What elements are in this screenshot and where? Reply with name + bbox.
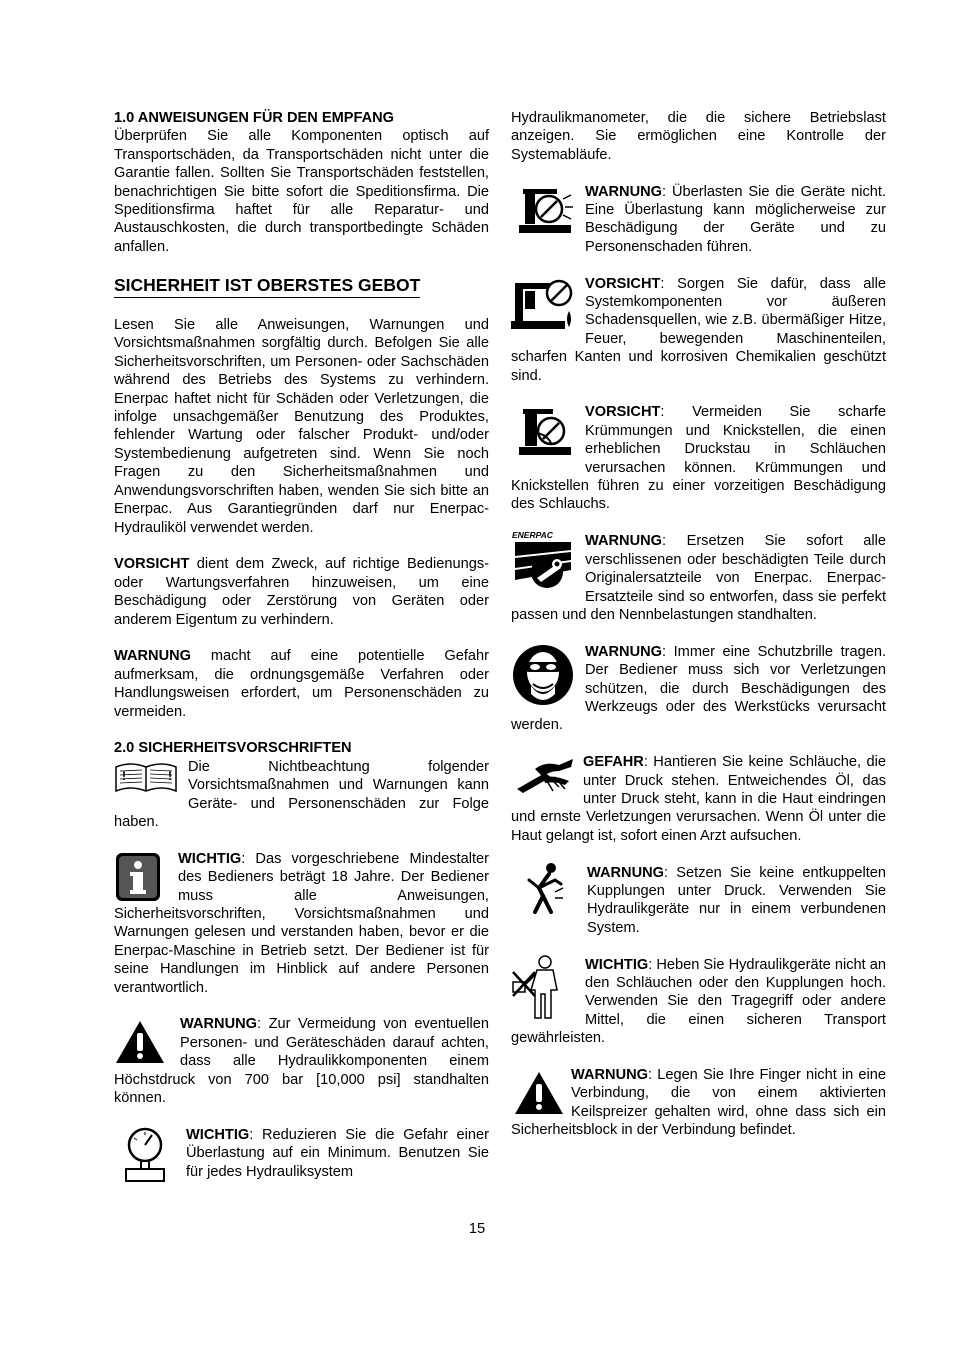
left-column <box>114 109 489 1185</box>
note-vorsicht-kinks-label: VORSICHT <box>585 404 661 421</box>
manual-book-icon <box>114 759 178 795</box>
heat-fire-icon <box>511 277 575 331</box>
page-number: 15 <box>468 1221 486 1237</box>
warnung-text: macht auf eine potentielle Gefahr aufmerksam, die ordnungsgemäße Verfahren oder Handlungsweisen erfordert, um Personenschäden zu vermeiden. <box>114 648 489 720</box>
note-wichtig-age-text: : Das vorgeschriebene Mindestalter des Bedieners beträgt 18 Jahre. Der Bediener muss alle Anweisungen, Sicherheitsvorschriften, Vorsichtsmaßnahmen und Warnungen gelesen und verstanden haben, bevor er die Enerpac-Maschine in Betrieb setzt. Der Bediener ist für seine Handlungen im Hinblick auf andere Personen verantwortlich. <box>114 850 489 996</box>
vorsicht-label: VORSICHT <box>114 556 190 573</box>
note-warnung-fingers <box>511 1066 886 1140</box>
note-warnung-fingers-text: : Legen Sie Ihre Finger nicht in eine Verbindung, die von einem aktivierten Keilspreizer gehalten wird, ohne dass sich ein Sicherheitsblock in der Verbindung befindet. <box>511 1066 886 1139</box>
gauge-continuation-text: Hydraulikmanometer, die die sichere Betriebslast anzeigen. Sie ermöglichen eine Kontrolle der Systemabläufe. <box>511 110 886 163</box>
note-vorsicht-kinks-text: : Vermeiden Sie scharfe Krümmungen und Knickstellen, die einen erheblichen Druckstau in Schläuchen verursachen können. Krümmungen und Knickstellen führen zu einer vorzeitigen Beschädigung des Schlauchs. <box>511 404 886 513</box>
note-warnung-goggles-text: : Immer eine Schutzbrille tragen. Der Bediener muss sich vor Verletzungen schützen, die durch Beschädigungen des Werkzeugs oder des Werkstücks verursacht werden. <box>511 643 886 734</box>
pressurized-hose-icon <box>515 755 575 795</box>
note-wichtig-lifting-text: : Heben Sie Hydraulikgeräte nicht an den Schläuchen oder den Kupplungen hoch. Verwenden Sie den Tragegriff oder andere Mittel, die einen sicheren Transport gewährleisten. <box>511 956 886 1047</box>
warnung-definition <box>114 647 489 721</box>
section-2-heading: 2.0 SICHERHEITSVORSCHRIFTEN <box>114 740 352 757</box>
note-wichtig-overload-label: WICHTIG <box>186 1126 250 1143</box>
note-warnung-pressure-label: WARNUNG <box>180 1016 258 1033</box>
note-gefahr-hoses-text: : Hantieren Sie keine Schläuche, die unter Druck stehen. Entweichendes Öl, das unter Druck steht, kann in die Haut eindringen und ernste Verletzungen verursachen. Wenn Öl unter die Haut gelangt ist, sofort einen Arzt aufsuchen. <box>511 754 886 844</box>
note-wichtig-age <box>114 850 489 997</box>
note-warnung-couplers <box>511 864 886 938</box>
section-2-text: Die Nichtbeachtung folgender Vorsichtsmaßnahmen und Warnungen kann Geräte- und Personenschäden zur Folge haben. <box>114 758 489 830</box>
safety-text: Lesen Sie alle Anweisungen, Warnungen und Vorsichtsmaßnahmen sorgfältig durch. Befolgen Sie alle Sicherheitsvorschriften, um Personen- oder Sachschäden während des Betriebs des Systems zu verhindern. Enerpac haftet nicht für Schäden oder Verletzungen, die infolge unsachgemäßer Benutzung des Produktes, fehlender Wartung oder falscher Produkt- und/oder Systembedienung aufgetreten sind. Wenn Sie noch Fragen zu den Sicherheitsmaßnahmen und Anwendungsvorschriften haben, wenden Sie sich bitte an Enerpac. Aus Garantiegründen darf nur Enerpac-Hydrauliköl verwendet werden. <box>114 317 489 536</box>
overload-icon <box>517 185 575 237</box>
note-wichtig-age-label: WICHTIG <box>178 850 242 867</box>
note-warnung-couplers-label: WARNUNG <box>587 864 665 881</box>
note-vorsicht-damage-label: VORSICHT <box>585 275 661 292</box>
hose-kink-icon <box>517 405 575 457</box>
note-gefahr-hoses-label: GEFAHR <box>583 754 644 771</box>
note-wichtig-overload <box>114 1126 489 1181</box>
note-warnung-couplers-text: : Setzen Sie keine entkuppelten Kupplungen unter Druck. Verwenden Sie Hydraulikgeräte nur in einem verbundenen System. <box>587 864 886 936</box>
svg-text:!: ! <box>168 768 172 783</box>
pressure-gauge-icon <box>124 1127 166 1183</box>
warning-triangle-icon-2 <box>513 1070 565 1116</box>
note-wichtig-lifting-label: WICHTIG <box>585 956 649 973</box>
warning-triangle-icon <box>114 1019 166 1065</box>
note-warnung-fingers-label: WARNUNG <box>571 1066 649 1083</box>
note-warnung-goggles-label: WARNUNG <box>585 643 663 660</box>
section-1-heading: 1.0 ANWEISUNGEN FÜR DEN EMPFANG <box>114 110 395 126</box>
safety-goggles-icon <box>511 644 575 706</box>
note-warnung-parts-label: WARNUNG <box>585 533 663 550</box>
info-icon <box>114 851 162 903</box>
note-warnung-parts-text: : Ersetzen Sie sofort alle verschlissenen oder beschädigten Teile durch Originalersatzteile von Enerpac. Enerpac-Ersatzteile sind so entworfen, dass sie perfekt passen und den Nennbelastungen standhalten. <box>511 533 886 623</box>
note-wichtig-overload-text: : Reduzieren Sie die Gefahr einer Überlastung auf ein Minimum. Benutzen Sie für jedes Hydrauliksystem <box>186 1126 489 1180</box>
vorsicht-definition <box>114 555 489 629</box>
section-1-text: Überprüfen Sie alle Komponenten optisch auf Transportschäden, da Transportschäden nicht unter die Garantie fallen. Sollten Sie Transportschäden feststellen, benachrichtigen Sie bitte sofort die Speditionsfirma. Die Speditionsfirma haftet für alle Reparatur- und Austauschkosten, die durch transportbedingte Schäden anfallen. <box>114 128 489 255</box>
note-vorsicht-damage-text: : Sorgen Sie dafür, dass alle Systemkomponenten vor äußeren Schadensquellen, wie z.B. übermäßiger Hitze, Feuer, bewegenden Maschinenteilen, scharfen Kanten und korrosiven Chemikalien geschützt sind. <box>511 275 886 384</box>
enerpac-parts-icon <box>511 530 575 598</box>
svg-text:!: ! <box>122 768 126 783</box>
warnung-label: WARNUNG <box>114 648 192 665</box>
right-column <box>511 109 886 1140</box>
vorsicht-text: dient dem Zweck, auf richtige Bedienungs- oder Wartungsverfahren hinzuweisen, um eine Beschädigung oder Zerstörung von Geräten oder anderem Eigentum zu verhindern. <box>114 556 489 628</box>
note-warnung-pressure <box>114 1015 489 1107</box>
note-warnung-pressure-text: : Zur Vermeidung von eventuellen Personen- und Geräteschäden darauf achten, dass alle Hydraulikkomponenten einem Höchstdruck von 700 bar [10,000 psi] standhalten können. <box>114 1016 489 1107</box>
uncoupled-coupler-icon <box>525 862 565 920</box>
enerpac-brand-logo: ENERPAC <box>512 530 553 541</box>
note-warnung-overload-text: : Überlasten Sie die Geräte nicht. Eine Überlastung kann möglicherweise zur Beschädigung der Geräte und zu Personenschaden führen. <box>585 183 886 255</box>
lifting-by-hose-icon <box>511 954 573 1020</box>
note-warnung-overload-label: WARNUNG <box>585 183 663 200</box>
safety-title: SICHERHEIT IST OBERSTES GEBOT <box>114 275 420 298</box>
